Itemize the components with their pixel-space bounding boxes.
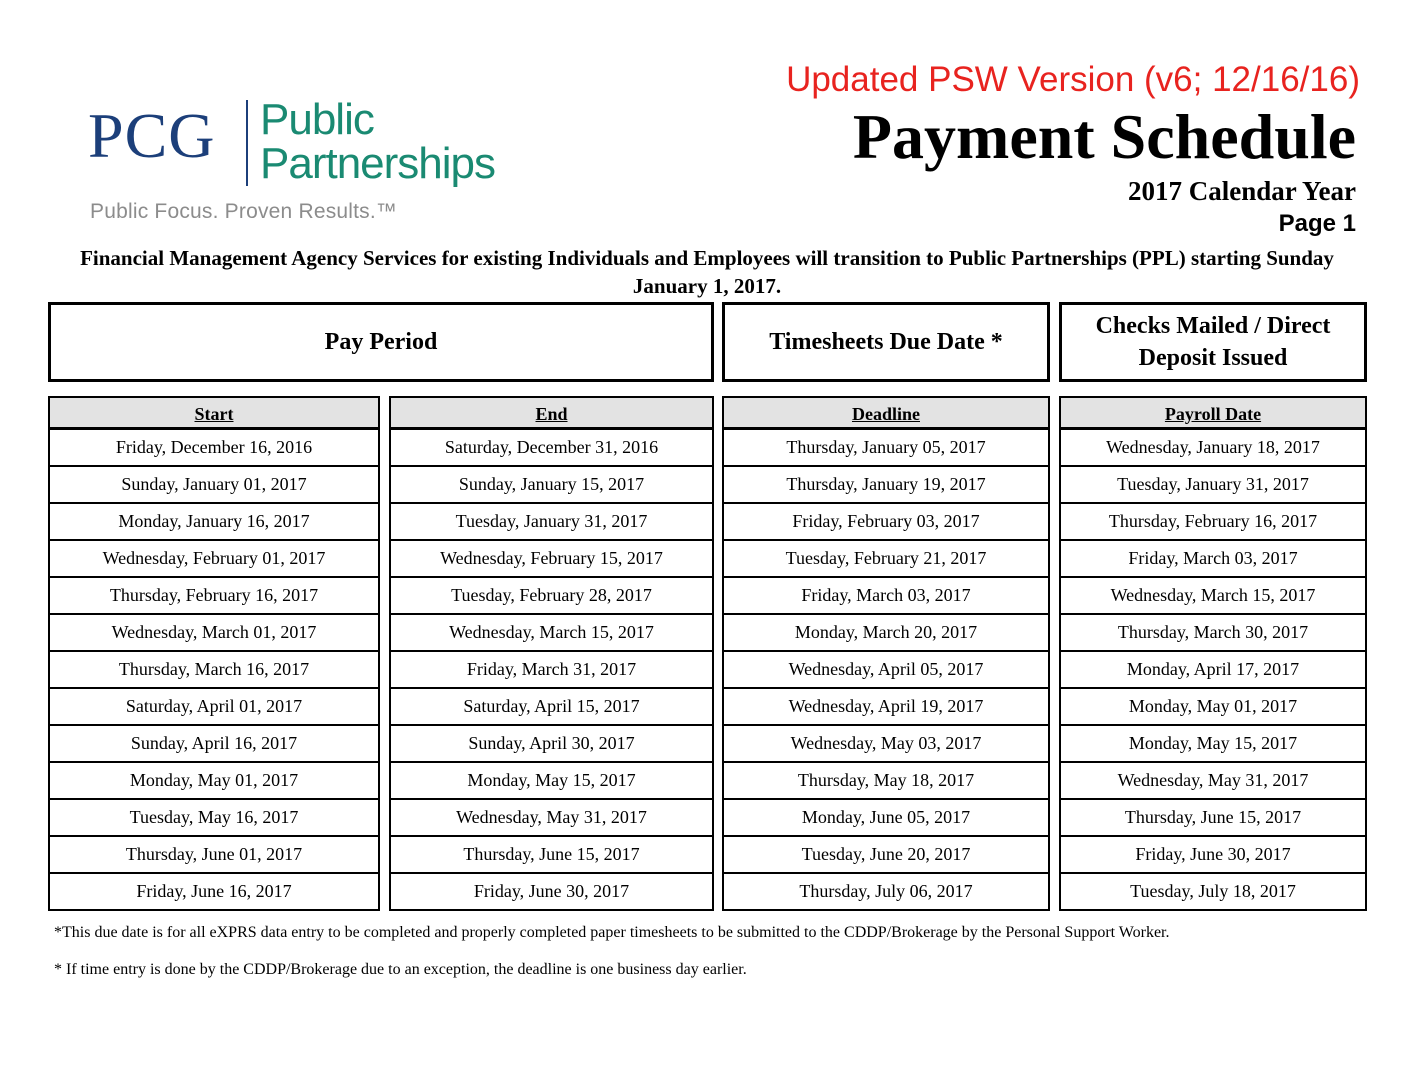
table-cell-end: Tuesday, January 31, 2017 [389,504,714,541]
table-cell-start: Tuesday, May 16, 2017 [48,800,380,837]
table-cell-deadline: Wednesday, April 19, 2017 [722,689,1050,726]
footnote-due-date: *This due date is for all eXPRS data entry to be completed and properly completed paper timesheets to be submitted to the CDDP/Brokerage by the Personal Support Worker. [54,924,1170,941]
intro-paragraph: Financial Management Agency Services for existing Individuals and Employees will transition to Public Partnerships (PPL) starting Sunday January 1, 2017. [80,246,1334,298]
table-cell-end: Saturday, December 31, 2016 [389,430,714,467]
table-cell-deadline: Friday, February 03, 2017 [722,504,1050,541]
table-cell-deadline: Thursday, July 06, 2017 [722,874,1050,911]
table-cell-end: Tuesday, February 28, 2017 [389,578,714,615]
table-cell-start: Wednesday, February 01, 2017 [48,541,380,578]
column-start [48,396,380,911]
table-cell-start: Sunday, April 16, 2017 [48,726,380,763]
table-cell-deadline: Monday, June 05, 2017 [722,800,1050,837]
pcg-public-partnerships-logo [88,96,528,236]
table-cell-end: Monday, May 15, 2017 [389,763,714,800]
table-cell-payroll-date: Wednesday, January 18, 2017 [1059,430,1367,467]
table-cell-payroll-date: Monday, May 01, 2017 [1059,689,1367,726]
table-cell-deadline: Monday, March 20, 2017 [722,615,1050,652]
table-cell-payroll-date: Thursday, June 15, 2017 [1059,800,1367,837]
table-cell-start: Wednesday, March 01, 2017 [48,615,380,652]
column-header-end: End [389,396,714,430]
table-cell-end: Thursday, June 15, 2017 [389,837,714,874]
group-header-checks-mailed [1059,302,1367,382]
table-cell-payroll-date: Friday, June 30, 2017 [1059,837,1367,874]
column-payroll-date [1059,396,1367,911]
group-header-label: Checks Mailed / Direct Deposit Issued [1095,313,1331,371]
table-cell-start: Friday, June 16, 2017 [48,874,380,911]
table-cell-payroll-date: Wednesday, May 31, 2017 [1059,763,1367,800]
table-cell-end: Friday, June 30, 2017 [389,874,714,911]
table-cell-end: Wednesday, May 31, 2017 [389,800,714,837]
table-cell-start: Monday, January 16, 2017 [48,504,380,541]
page-title: Payment Schedule [852,101,1356,172]
table-cell-deadline: Tuesday, February 21, 2017 [722,541,1050,578]
table-cell-payroll-date: Tuesday, July 18, 2017 [1059,874,1367,911]
column-end [389,396,714,911]
table-cell-deadline: Thursday, January 19, 2017 [722,467,1050,504]
group-header-pay-period [48,302,714,382]
table-cell-end: Saturday, April 15, 2017 [389,689,714,726]
updated-version-notice: Updated PSW Version (v6; 12/16/16) [786,60,1360,99]
column-header-deadline: Deadline [722,396,1050,430]
table-cell-deadline: Thursday, May 18, 2017 [722,763,1050,800]
logo-line-partnerships: Partnerships [260,139,496,188]
group-header-label: Timesheets Due Date * [769,329,1003,355]
logo-line-public: Public [260,95,374,144]
table-cell-payroll-date: Thursday, March 30, 2017 [1059,615,1367,652]
table-cell-payroll-date: Wednesday, March 15, 2017 [1059,578,1367,615]
column-header-payroll-date: Payroll Date [1059,396,1367,430]
table-cell-payroll-date: Monday, April 17, 2017 [1059,652,1367,689]
table-cell-start: Thursday, June 01, 2017 [48,837,380,874]
calendar-year: 2017 Calendar Year [1128,176,1356,206]
table-cell-deadline: Wednesday, May 03, 2017 [722,726,1050,763]
footnote-exception: * If time entry is done by the CDDP/Brokerage due to an exception, the deadline is one business day earlier. [54,961,747,978]
logo-tagline: Public Focus. Proven Results.™ [90,200,398,223]
table-cell-end: Sunday, January 15, 2017 [389,467,714,504]
logo-public-partnerships-text [260,95,496,188]
table-cell-end: Friday, March 31, 2017 [389,652,714,689]
table-cell-payroll-date: Tuesday, January 31, 2017 [1059,467,1367,504]
table-cell-deadline: Friday, March 03, 2017 [722,578,1050,615]
table-cell-deadline: Tuesday, June 20, 2017 [722,837,1050,874]
table-cell-start: Friday, December 16, 2016 [48,430,380,467]
column-header-start: Start [48,396,380,430]
table-cell-start: Monday, May 01, 2017 [48,763,380,800]
table-cell-start: Thursday, February 16, 2017 [48,578,380,615]
logo-pcg-text: PCG [88,100,216,171]
table-cell-end: Wednesday, March 15, 2017 [389,615,714,652]
table-cell-deadline: Thursday, January 05, 2017 [722,430,1050,467]
table-cell-end: Wednesday, February 15, 2017 [389,541,714,578]
column-deadline [722,396,1050,911]
table-cell-start: Thursday, March 16, 2017 [48,652,380,689]
table-cell-end: Sunday, April 30, 2017 [389,726,714,763]
logo-divider [246,100,248,186]
page-number: Page 1 [1278,210,1356,237]
table-cell-start: Saturday, April 01, 2017 [48,689,380,726]
table-cell-payroll-date: Thursday, February 16, 2017 [1059,504,1367,541]
group-header-timesheets-due [722,302,1050,382]
table-cell-start: Sunday, January 01, 2017 [48,467,380,504]
group-header-label: Pay Period [324,329,438,355]
table-cell-payroll-date: Friday, March 03, 2017 [1059,541,1367,578]
table-cell-deadline: Wednesday, April 05, 2017 [722,652,1050,689]
table-cell-payroll-date: Monday, May 15, 2017 [1059,726,1367,763]
